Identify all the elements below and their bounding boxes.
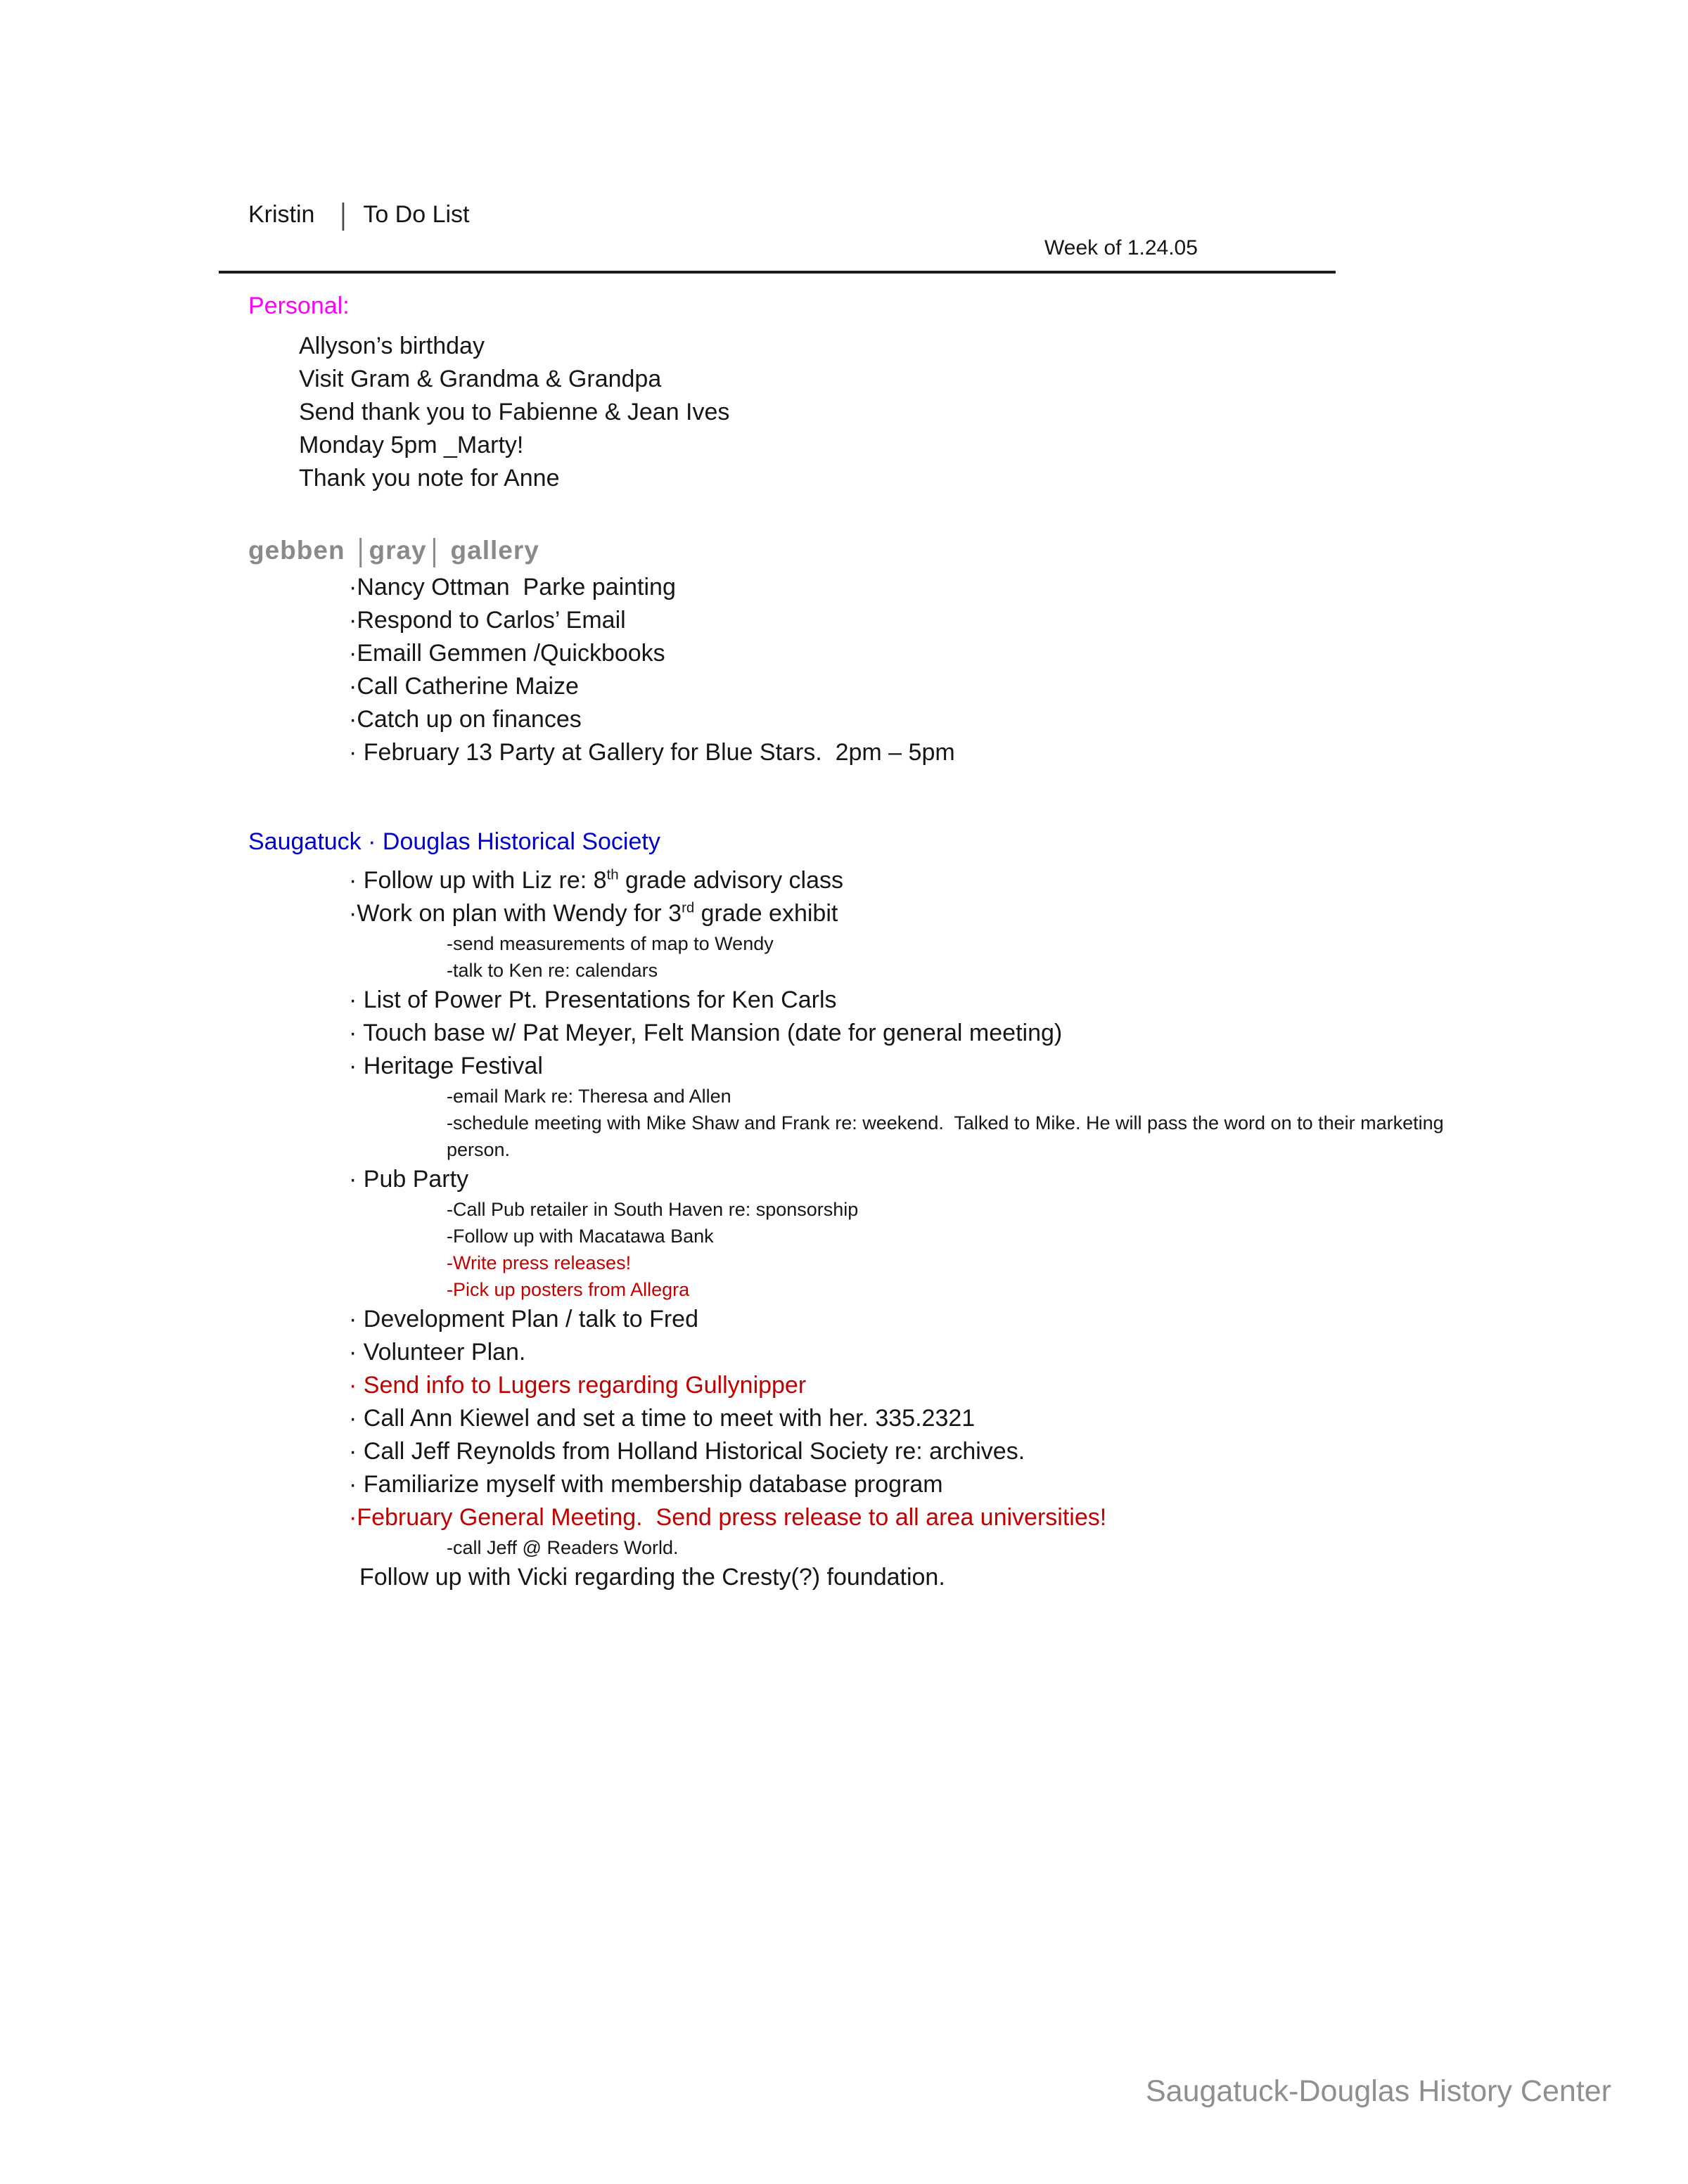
todo-item	[349, 864, 1627, 897]
todo-item: · Call Ann Kiewel and set a time to meet with her. 335.2321	[349, 1405, 976, 1432]
todo-subitem: -Call Pub retailer in South Haven re: sponsorship	[447, 1199, 859, 1220]
personal-items	[248, 330, 1627, 495]
header-separator: |	[340, 198, 347, 231]
gallery-items	[248, 571, 1627, 769]
header-owner-name: Kristin	[248, 201, 315, 228]
todo-item: Visit Gram & Grandma & Grandpa	[299, 366, 662, 392]
todo-item-highlighted: · Send info to Lugers regarding Gullynipper	[349, 1372, 807, 1399]
history-center-watermark: Saugatuck-Douglas History Center	[1145, 2074, 1611, 2108]
section-heading-gallery	[248, 533, 1627, 568]
todo-subitem: -schedule meeting with Mike Shaw and Frank re: weekend. Talked to Mike. He will pass the word on to their marketing person.	[447, 1112, 1450, 1160]
ordinal-superscript: rd	[682, 900, 695, 916]
todo-item: · Pub Party	[349, 1166, 469, 1193]
todo-item: · Heritage Festival	[349, 1053, 543, 1079]
todo-item-highlighted: ·February General Meeting. Send press release to all area universities!	[349, 1504, 1107, 1531]
society-items	[248, 864, 1627, 1594]
item-text: ·Work on plan with Wendy for 3	[349, 900, 682, 927]
todo-item: · Familiarize myself with membership database program	[349, 1471, 943, 1498]
document-title: To Do List	[363, 201, 470, 228]
todo-item: Allyson’s birthday	[299, 333, 485, 359]
gallery-word-1: gebben	[248, 536, 345, 565]
todo-item: · February 13 Party at Gallery for Blue Stars. 2pm – 5pm	[349, 739, 955, 766]
todo-item: · Development Plan / talk to Fred	[349, 1306, 699, 1332]
todo-subitem-highlighted: -Write press releases!	[447, 1252, 632, 1273]
todo-content	[248, 290, 1627, 1594]
todo-subitem: -Follow up with Macatawa Bank	[447, 1226, 714, 1247]
todo-item: Monday 5pm _Marty!	[299, 432, 524, 458]
todo-item: ·Nancy Ottman Parke painting	[349, 574, 676, 600]
todo-item: ·Call Catherine Maize	[349, 673, 579, 700]
item-text: grade exhibit	[694, 900, 838, 927]
todo-subitem-highlighted: -Pick up posters from Allegra	[447, 1279, 690, 1300]
todo-item: Send thank you to Fabienne & Jean Ives	[299, 399, 730, 425]
ordinal-superscript: th	[606, 867, 619, 883]
todo-item: ·Respond to Carlos’ Email	[349, 607, 626, 634]
todo-item: · Call Jeff Reynolds from Holland Historical Society re: archives.	[349, 1438, 1025, 1465]
section-heading-personal: Personal:	[248, 293, 350, 319]
item-text: grade advisory class	[618, 867, 843, 894]
item-text: · Follow up with Liz re: 8	[349, 867, 607, 894]
todo-subitem: -send measurements of map to Wendy	[447, 933, 774, 954]
todo-item: · Touch base w/ Pat Meyer, Felt Mansion (date for general meeting)	[349, 1020, 1063, 1046]
gallery-word-2: gray	[369, 536, 427, 565]
todo-item: Follow up with Vicki regarding the Cresty(?) foundation.	[359, 1564, 945, 1591]
todo-item: Thank you note for Anne	[299, 465, 560, 492]
section-heading-society: Saugatuck · Douglas Historical Society	[248, 828, 660, 855]
todo-item: ·Emaill Gemmen /Quickbooks	[349, 640, 665, 667]
week-label: Week of 1.24.05	[1044, 236, 1198, 259]
header-rule	[219, 271, 1336, 274]
todo-subitem: -call Jeff @ Readers World.	[447, 1537, 679, 1558]
todo-item	[349, 897, 1627, 930]
todo-subitem: -talk to Ken re: calendars	[447, 960, 658, 981]
todo-item: · Volunteer Plan.	[349, 1339, 526, 1366]
todo-subitem: -email Mark re: Theresa and Allen	[447, 1086, 731, 1107]
todo-item: · List of Power Pt. Presentations for Ken Carls	[349, 987, 837, 1013]
gallery-separator: |	[430, 532, 439, 567]
todo-item: ·Catch up on finances	[349, 706, 582, 733]
gallery-separator: |	[357, 532, 365, 567]
gallery-word-3: gallery	[450, 536, 539, 565]
document-header	[248, 199, 470, 230]
